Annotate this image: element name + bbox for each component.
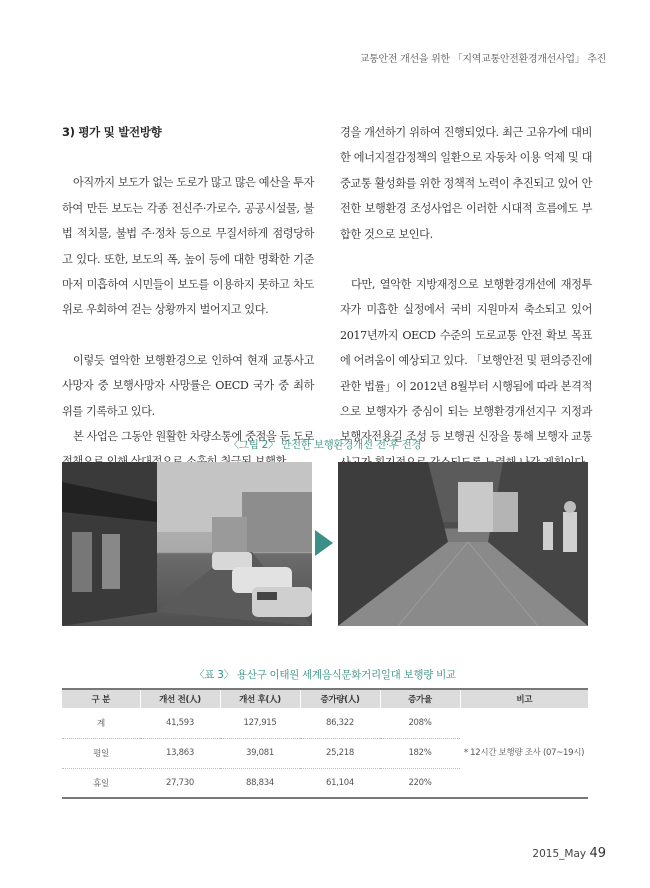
column-header: 비고 — [460, 689, 588, 708]
table-cell: 208% — [380, 708, 460, 738]
table-cell: 182% — [380, 738, 460, 768]
table-cell: 평일 — [62, 738, 140, 768]
column-header: 구 분 — [62, 689, 140, 708]
column-header: 개선 후(人) — [220, 689, 300, 708]
table-caption: 〈표 3〉 용산구 이태원 세계음식문화거리일대 보행량 비교 — [194, 669, 456, 681]
table-note: * 12시간 보행량 조사 (07~19시) — [460, 708, 588, 798]
paragraph: 다만, 열악한 지방재정으로 보행환경개선에 재정투자가 미흡한 실정에서 국비 지원마저 축소되고 있어 2017년까지 OECD 수준의 도로교통 안전 확보 목표에 어려움이 예상되고 있다. 「보행안전 및 편의증진에 관한 법률」이 2012년 8월부터 시행됨에 따라 본격적으로 보행자가 중심이 되는 보행환경개선지구 지정과 보행자전용길 조성 등 보행권 신장을 통해 보행자 교통 — [340, 278, 592, 444]
running-header: 교통안전 개선을 위한 「지역교통안전환경개선사업」 추진 — [359, 54, 606, 65]
column-header: 증가율 — [380, 689, 460, 708]
table-cell: 27,730 — [140, 768, 220, 798]
figure-caption: 〈그림 2〉 안전한 보행환경개선 전·후 전경 — [228, 439, 422, 451]
table-cell: 휴일 — [62, 768, 140, 798]
table-cell: 13,863 — [140, 738, 220, 768]
paragraph: 본 사업은 그동안 원활한 차량소통에 중점을 둔 도로 — [73, 430, 314, 444]
before-photo — [62, 462, 312, 626]
left-column — [62, 120, 314, 475]
pedestrian-volume-table — [62, 688, 588, 799]
section-heading: 3) 평가 및 발전방향 — [62, 125, 162, 139]
column-header: 증가량(人) — [300, 689, 380, 708]
after-photo — [338, 462, 588, 626]
column-header: 개선 전(人) — [140, 689, 220, 708]
table-cell: 88,834 — [220, 768, 300, 798]
table-row — [62, 708, 588, 738]
table-cell: 계 — [62, 708, 140, 738]
right-column — [340, 120, 592, 475]
table-header-row — [62, 689, 588, 708]
issue-label: 2015_May — [532, 848, 587, 860]
page-number: 49 — [589, 846, 606, 861]
table-cell: 41,593 — [140, 708, 220, 738]
paragraph: 아직까지 보도가 없는 도로가 많고 많은 예산을 투자하여 만든 보도는 각종 전신주·가로수, 공공시설물, 불법 적치물, 불법 주·정차 등으로 무질서하게 점령당하고 있다. 또한, 보도의 폭, 높이 등에 대한 명확한 기준마저 미흡하여 시민들이 보도를 이용하지 못하고 차도 위로 우회하여 걷는 상황까지 벌어지고 있다. — [62, 176, 314, 317]
arrow-icon — [315, 530, 333, 556]
table-cell: 25,218 — [300, 738, 380, 768]
page-footer — [532, 846, 606, 861]
table-cell: 127,915 — [220, 708, 300, 738]
paragraph: 이렇듯 열악한 보행환경으로 인하여 현재 교통사고 사망자 중 보행사망자 사망률은 OECD 국가 중 최하위를 기록하고 있다. — [62, 353, 314, 418]
table-cell: 39,081 — [220, 738, 300, 768]
table-cell: 86,322 — [300, 708, 380, 738]
table-cell: 220% — [380, 768, 460, 798]
paragraph: 경을 개선하기 위하여 진행되었다. 최근 고유가에 대비한 에너지절감정책의 일환으로 자동차 이용 억제 및 대중교통 활성화를 위한 정책적 노력이 추진되고 있어 안전한 보행환경 조성사업은 이러한 시대적 흐름에도 부합한 것으로 보인다. — [340, 126, 592, 241]
table-cell: 61,104 — [300, 768, 380, 798]
